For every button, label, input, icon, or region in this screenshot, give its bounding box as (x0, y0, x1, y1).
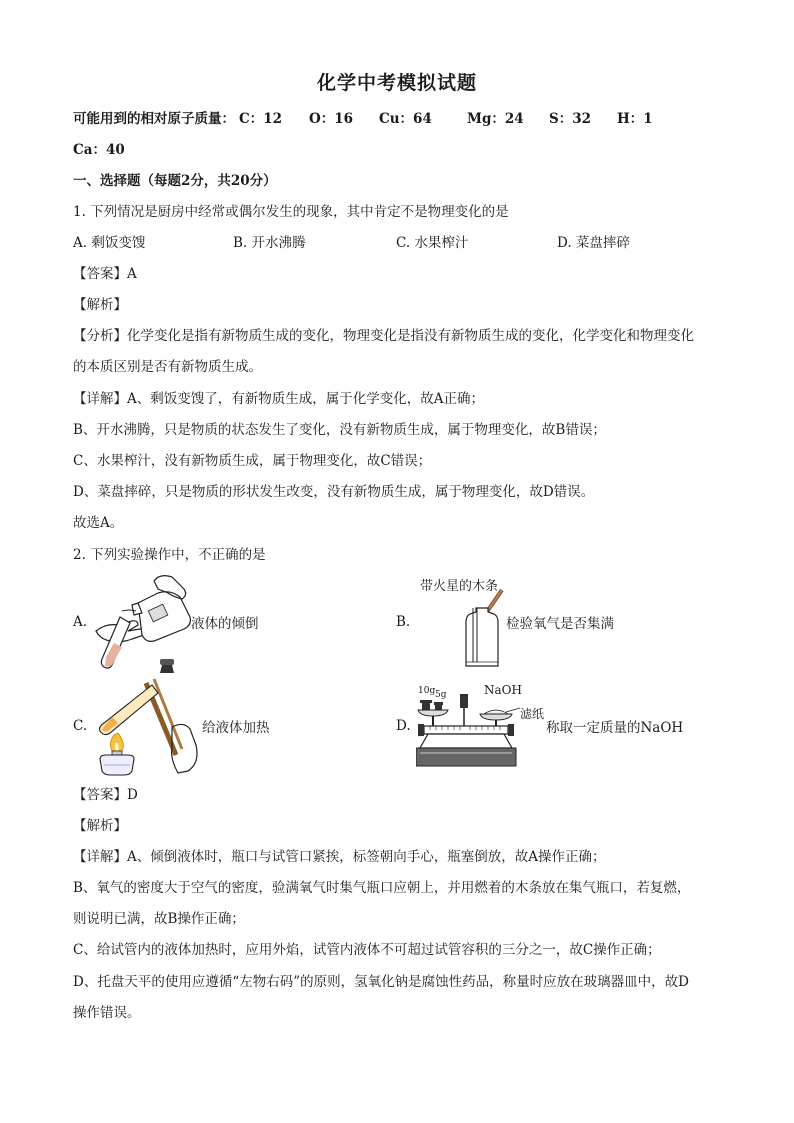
q1-analysis-title: 【解析】 (73, 297, 127, 313)
burning-splint-label: 带火星的木条 (420, 579, 499, 594)
q2-detail-b-line-1: B、氧气的密度大于空气的密度，验满氧气时集气瓶口应朝上，并用燃着的木条放在集气瓶口，若复燃， (73, 880, 691, 896)
mass-cu: Cu：64 (379, 111, 432, 127)
weight-10g-label: 10g (418, 686, 436, 696)
q2-detail-a: 【详解】A、倾倒液体时，瓶口与试管口紧挨，标签朝向手心，瓶塞倒放，故A操作正确； (73, 849, 606, 865)
q2-option-c-caption: 给液体加热 (202, 720, 270, 736)
q2-option-d-caption: 称取一定质量的NaOH (546, 720, 684, 736)
q1-conclusion: 故选A。 (73, 515, 124, 531)
mass-c: C：12 (239, 111, 283, 127)
filter-paper-label: 滤纸 (520, 707, 545, 721)
mass-o: O：16 (309, 111, 354, 127)
atomic-masses-line-2: Ca：40 (73, 142, 125, 158)
q2-detail-c: C、给试管内的液体加热时，应用外焰，试管内液体不可超过试管容积的三分之一，故C操作正确； (73, 942, 661, 958)
section-heading: 一、选择题（每题2分，共20分） (73, 173, 277, 189)
q2-stem: 2. 下列实验操作中，不正确的是 (73, 547, 266, 563)
q1-option-d: D. 菜盘摔碎 (557, 235, 630, 251)
q2-option-c-letter: C. (73, 718, 88, 734)
q1-detail-d: D、菜盘摔碎，只是物质的形状发生改变，没有新物质生成，属于物理变化，故D错误。 (73, 484, 595, 500)
q2-option-d-letter: D. (396, 718, 411, 734)
q2-detail-d-line-1: D、托盘天平的使用应遵循“左物右码”的原则，氢氧化钠是腐蚀性药品，称量时应放在玻璃器皿中，故D (73, 974, 689, 990)
mass-h: H：1 (617, 111, 653, 127)
q2-answer: 【答案】D (73, 787, 138, 803)
mass-mg: Mg：24 (467, 111, 524, 127)
q1-detail-c: C、水果榨汁，没有新物质生成，属于物理变化，故C错误； (73, 453, 432, 469)
heating-liquid-figure (92, 655, 207, 777)
naoh-label: NaOH (484, 683, 522, 697)
q1-option-b: B. 开水沸腾 (233, 235, 306, 251)
weight-5g-label: 5g (435, 690, 447, 700)
q2-option-b-letter: B. (396, 614, 411, 630)
atomic-masses-line (73, 109, 653, 129)
q1-answer: 【答案】A (73, 266, 137, 282)
page-title: 化学中考模拟试题 (316, 72, 477, 94)
balance-figure (416, 694, 540, 770)
q2-detail-d-line-2: 操作错误。 (73, 1005, 141, 1021)
q2-detail-b-line-2: 则说明已满，故B操作正确； (73, 911, 245, 927)
q2-option-a-caption: 液体的倾倒 (191, 616, 259, 632)
q1-detail-b: B、开水沸腾，只是物质的状态发生了变化，没有新物质生成，属于物理变化，故B错误； (73, 422, 606, 438)
q1-analysis-line-1: 【分析】化学变化是指有新物质生成的变化，物理变化是指没有新物质生成的变化，化学变化和物理变化 (73, 328, 694, 344)
q1-option-a: A. 剩饭变馊 (73, 235, 146, 251)
q2-analysis-title: 【解析】 (73, 818, 127, 834)
atomic-masses-prefix: 可能用到的相对原子质量： (73, 111, 235, 127)
q1-stem: 1. 下列情况是厨房中经常或偶尔发生的现象，其中肯定不是物理变化的是 (73, 204, 509, 220)
q1-detail-a: 【详解】A、剩饭变馊了，有新物质生成，属于化学变化，故A正确； (73, 391, 484, 407)
q2-option-b-caption: 检验氧气是否集满 (506, 616, 614, 632)
q1-option-c: C. 水果榨汁 (396, 235, 469, 251)
q2-option-a-letter: A. (73, 614, 88, 630)
mass-s: S：32 (549, 111, 592, 127)
q1-analysis-line-2: 的本质区别是否有新物质生成。 (73, 359, 262, 375)
gas-bottle-figure (456, 588, 506, 672)
